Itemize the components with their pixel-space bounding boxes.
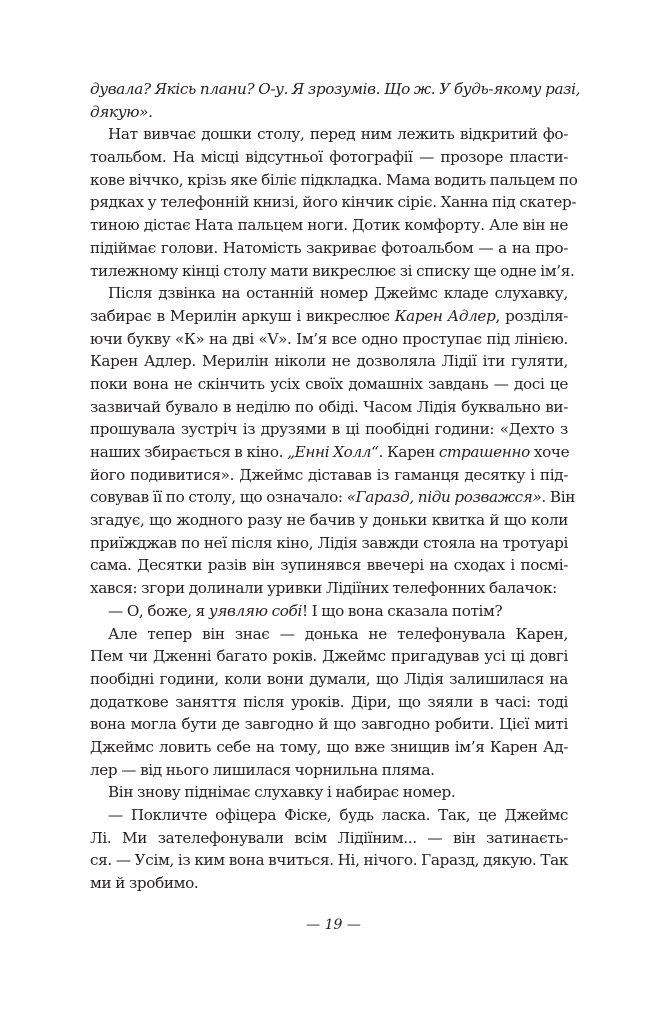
text-run: лер — від нього лишилася чорнильна пляма. xyxy=(90,760,435,779)
text-line xyxy=(90,78,581,101)
text-run: Він знову піднімає слухавку і набирає номер. xyxy=(108,783,456,802)
italic-text: страшенно xyxy=(438,443,530,461)
text-line xyxy=(90,577,568,600)
text-line xyxy=(90,600,568,623)
text-run: Карен Адлер. Мерилін ніколи не дозволяла Лідії іти гуляти, xyxy=(90,352,568,371)
text-line xyxy=(90,827,568,850)
text-run: совував її по столу, що означало: xyxy=(90,488,347,507)
text-line xyxy=(90,260,575,283)
text-run: — О, боже, я xyxy=(108,601,209,620)
text-run: тиною дістає Ната пальцем ноги. Дотик комфорту. Але він не xyxy=(90,216,568,235)
text-run: вона могла бути де завгодно й що завгодно робити. Цієї миті xyxy=(90,715,568,734)
text-run: Нат вивчає дошки столу, перед ним лежить відкритий фо- xyxy=(108,125,568,144)
text-line xyxy=(90,169,578,192)
text-line xyxy=(90,759,568,782)
text-line xyxy=(90,441,568,464)
text-run: — Покличте офіцера Фіске, будь ласка. Так, це Джеймс xyxy=(108,806,568,824)
text-run: приїжджав по неї після кіно, Лідія завжди стояла на тротуарі xyxy=(90,533,568,552)
text-run: , розділя- xyxy=(495,306,568,325)
italic-text: дувала? Якісь плани? О-у. Я зрозумів. Що ж. У будь-якому разі, xyxy=(90,80,581,98)
italic-text: „Енні Холл“ xyxy=(287,443,379,461)
italic-text: дякую». xyxy=(90,102,153,121)
text-line xyxy=(90,350,568,373)
text-run: рядках у телефонній книзі, його кінчик сіріє. Ханна під скатер- xyxy=(90,193,577,212)
text-line xyxy=(90,418,568,441)
text-line xyxy=(90,623,568,646)
text-run: кове віччко, крізь яке біліє підкладка. Мама водить пальцем по xyxy=(90,170,578,189)
text-line xyxy=(90,464,568,487)
text-run: підіймає голови. Натомість закриває фотоальбом — а на про- xyxy=(90,238,568,257)
text-line xyxy=(90,486,575,509)
text-line xyxy=(90,713,568,736)
text-line xyxy=(90,328,568,351)
text-run: ся. — Усім, із ким вона вчиться. Ні, нічого. Гаразд, дякую. Так xyxy=(90,851,568,870)
text-run: зазвичай бувало в неділю по обіді. Часом Лідія буквально ви- xyxy=(90,397,568,416)
text-line xyxy=(90,849,568,872)
text-line xyxy=(90,736,568,759)
italic-text: уявляю собі xyxy=(208,601,302,620)
text-line xyxy=(90,781,568,804)
text-run: хоче xyxy=(529,443,570,461)
text-line xyxy=(90,282,568,305)
text-run: поки вона не скінчить усіх своїх домашніх завдань — досі це xyxy=(90,374,568,393)
text-run: забирає в Мерилін аркуш і викреслює xyxy=(90,306,395,325)
text-line xyxy=(90,373,568,396)
text-run: Лі. Ми зателефонували всім Лідіїним... — він затинаєть- xyxy=(90,828,568,847)
text-run: Але тепер він знає — донька не телефонувала Карен, xyxy=(108,624,568,643)
text-line xyxy=(90,101,568,124)
page-body xyxy=(90,78,581,895)
text-run: прошувала зустріч із друзями в ці пообідні години: «Дехто з xyxy=(90,420,568,439)
text-line xyxy=(90,396,568,419)
text-run: його подивитися». Джеймс діставав із гаманця десятку і під- xyxy=(90,465,568,484)
text-run: тилежному кінці столу мати викреслює зі списку ще одне ім’я. xyxy=(90,261,575,280)
text-run: додаткове заняття після уроків. Діри, що зяяли в часі: тоді xyxy=(90,692,568,711)
text-line xyxy=(90,146,568,169)
text-line xyxy=(90,214,568,237)
text-line xyxy=(90,804,568,827)
text-line xyxy=(90,305,568,328)
text-run: Після дзвінка на останній номер Джеймс кладе слухавку, xyxy=(108,284,568,303)
text-run: . Він xyxy=(541,488,575,507)
text-line xyxy=(90,191,577,214)
text-line xyxy=(90,532,568,555)
text-run: згадує, що жодного разу не бачив у доньки квитка й що коли xyxy=(90,511,568,530)
text-line xyxy=(90,668,568,691)
text-line xyxy=(90,645,568,668)
text-line xyxy=(90,554,568,577)
text-run: Пем чи Дженні багато років. Джеймс пригадував усі ці довгі xyxy=(90,647,568,666)
text-line xyxy=(90,872,568,895)
text-run: пообідні години, коли вони думали, що Лідія залишилася на xyxy=(90,669,568,688)
text-run: Джеймс ловить себе на тому, що вже знищив ім’я Карен Ад- xyxy=(90,737,568,756)
text-line xyxy=(90,509,568,532)
text-line xyxy=(90,123,568,146)
text-run: наших збирається в кіно. xyxy=(90,443,288,461)
text-run: тоальбом. На місці відсутньої фотографії — прозоре пласти- xyxy=(90,148,568,167)
italic-text: Карен Адлер xyxy=(394,306,496,325)
text-run: ючи букву «К» на дві «V». Ім’я все одно проступає під лінією. xyxy=(90,329,568,348)
text-line xyxy=(90,237,568,260)
italic-text: «Гаразд, піди розважся» xyxy=(346,488,542,507)
text-run: . Карен xyxy=(378,443,439,461)
text-run: хався: згори долинали уривки Лідіїних телефонних балачок: xyxy=(90,579,557,598)
text-run: ! І що вона сказала потім? xyxy=(301,601,503,620)
text-run: ми й зробимо. xyxy=(90,874,199,893)
page-number: — 19 — xyxy=(306,917,361,933)
text-run: сама. Десятки разів він зупинявся ввечері на сходах і посмі- xyxy=(90,556,568,575)
text-line xyxy=(90,691,568,714)
